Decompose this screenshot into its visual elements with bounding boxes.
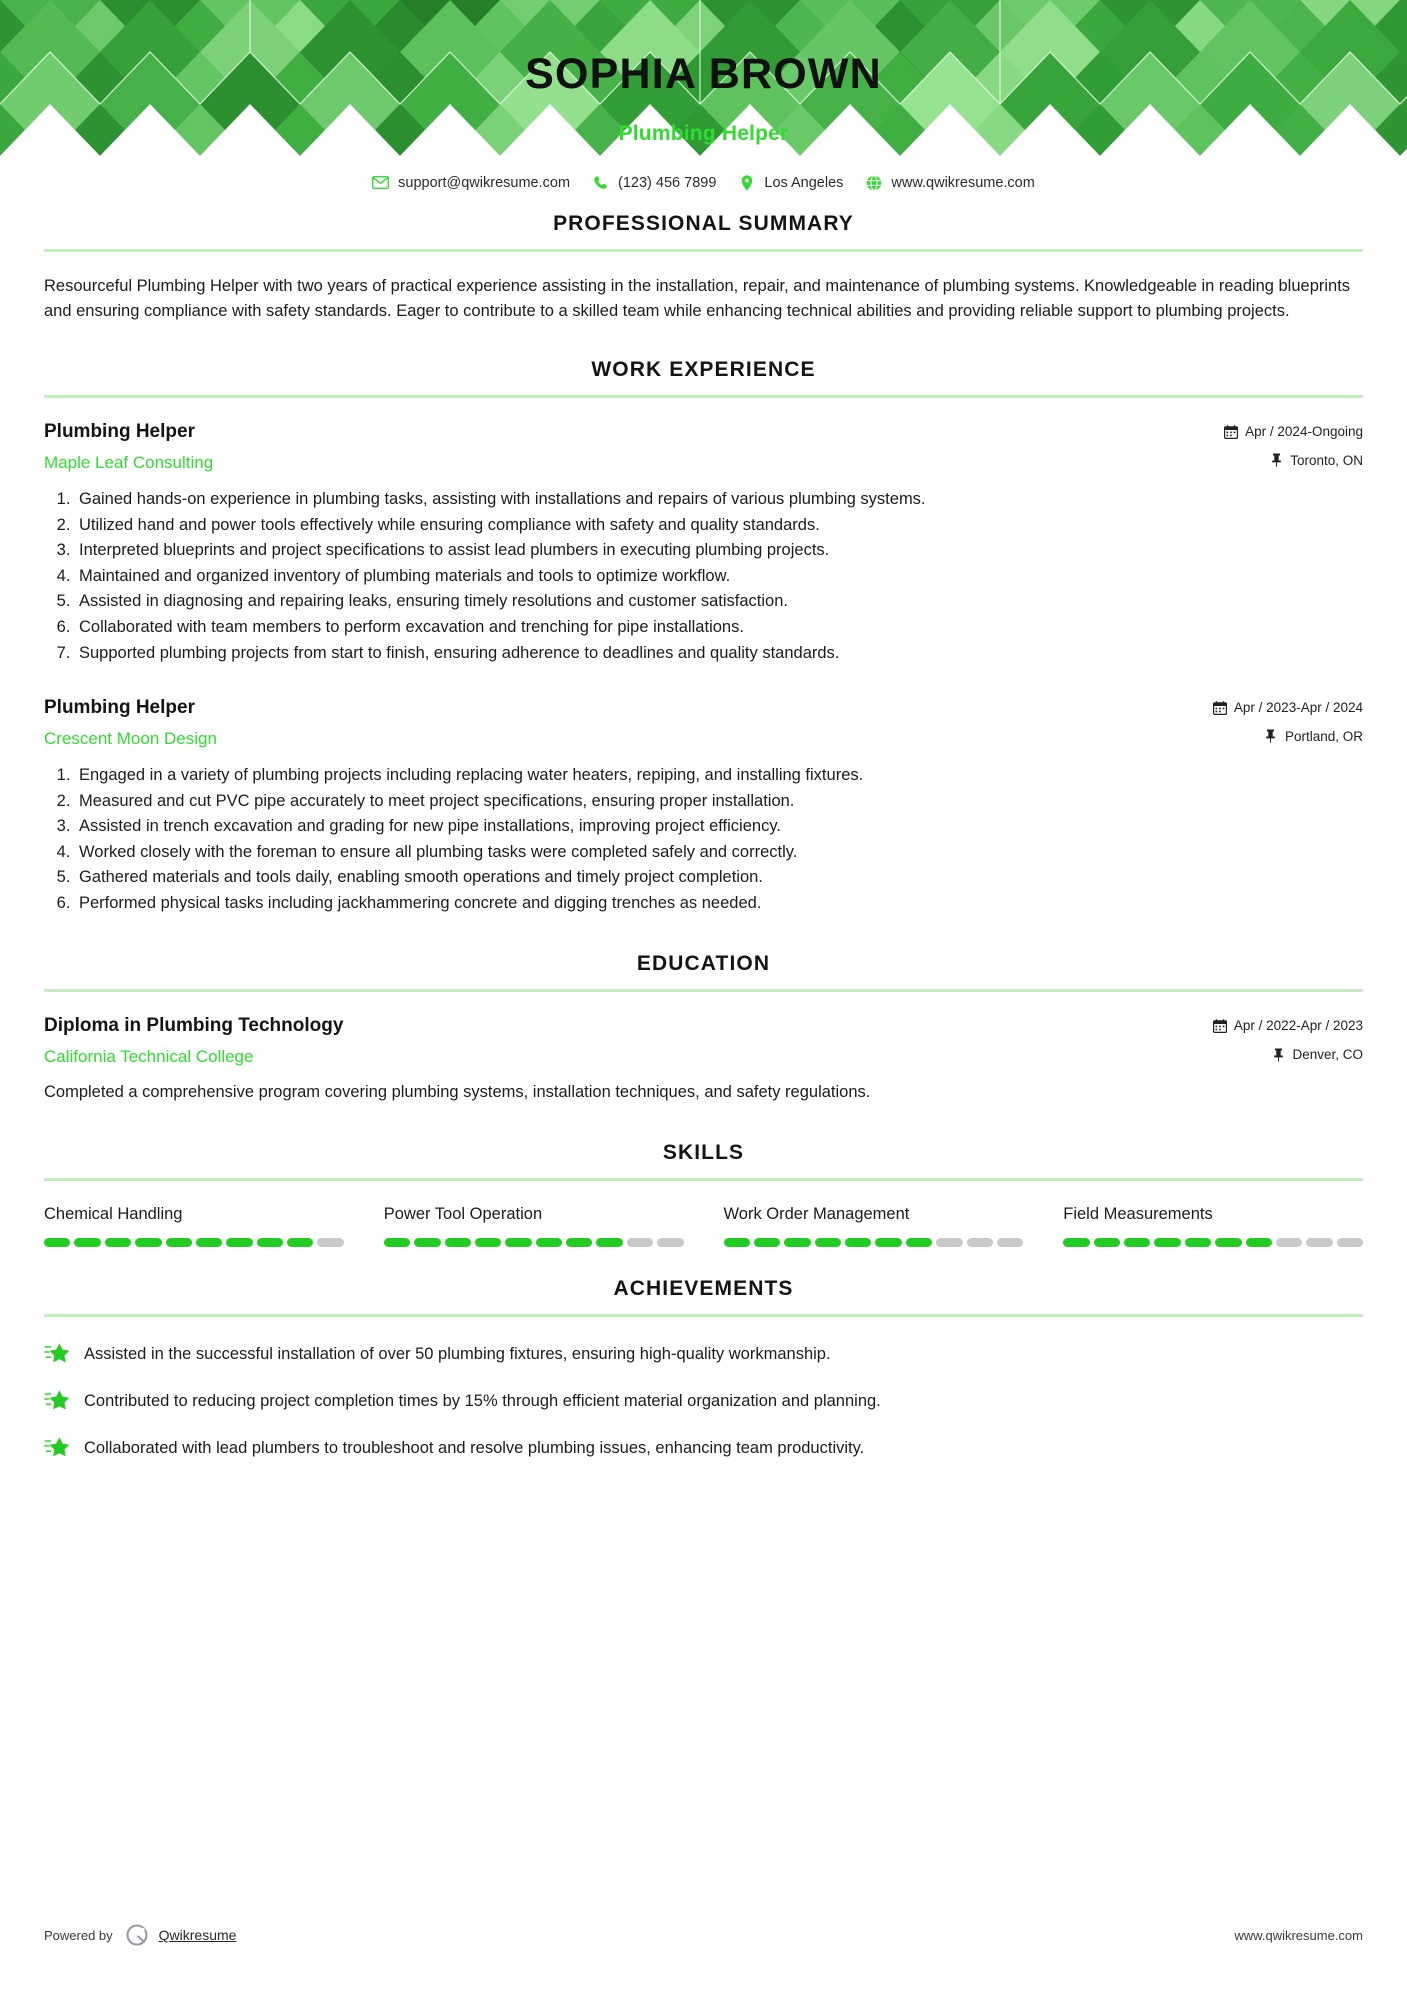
list-item: 4. Maintained and organized inventory of plumbing materials and tools to optimize workflow. — [75, 564, 1363, 590]
skill-segment — [754, 1238, 780, 1247]
work-date-text: Apr / 2024-Ongoing — [1245, 424, 1363, 440]
list-item: 6. Collaborated with team members to perform excavation and trenching for pipe installations. — [75, 615, 1363, 641]
footer-brand-link[interactable]: Qwikresume — [158, 1927, 237, 1943]
skill-segment — [784, 1238, 810, 1247]
contact-email[interactable] — [372, 174, 570, 191]
education-date — [1213, 1017, 1363, 1035]
skill-segment — [475, 1238, 501, 1247]
skill-level-bar — [384, 1238, 684, 1247]
section-divider — [44, 1314, 1363, 1317]
resume-footer — [0, 1922, 1407, 1948]
skill-label: Chemical Handling — [44, 1205, 183, 1224]
work-bullet-list — [44, 763, 1363, 916]
list-item: 3. Interpreted blueprints and project specifications to assist lead plumbers in executing plumbing projects. — [75, 538, 1363, 564]
work-role: Plumbing Helper — [44, 697, 195, 719]
skill-segment — [1185, 1238, 1211, 1247]
section-divider — [44, 1178, 1363, 1181]
contact-phone-text: (123) 456 7899 — [618, 174, 717, 191]
skill-item — [44, 1205, 344, 1247]
skill-segment — [1306, 1238, 1332, 1247]
skill-label: Work Order Management — [723, 1205, 910, 1224]
list-item: 6. Performed physical tasks including jackhammering concrete and digging trenches as needed. — [75, 891, 1363, 917]
skill-segment — [815, 1238, 841, 1247]
education-degree: Diploma in Plumbing Technology — [44, 1015, 344, 1037]
education-location-text: Denver, CO — [1292, 1047, 1363, 1063]
calendar-icon — [1213, 701, 1227, 715]
education-location — [1213, 1046, 1363, 1064]
calendar-icon — [1213, 1019, 1227, 1033]
work-location — [1213, 728, 1363, 746]
work-date-text: Apr / 2023-Apr / 2024 — [1233, 700, 1363, 716]
work-bullet-list — [44, 487, 1363, 666]
skill-level-bar — [44, 1238, 344, 1247]
skill-level-bar — [724, 1238, 1024, 1247]
achievement-item — [44, 1341, 1363, 1367]
contact-location[interactable] — [738, 174, 843, 191]
skill-segment — [384, 1238, 410, 1247]
skill-level-bar — [1063, 1238, 1363, 1247]
achievement-text: Contributed to reducing project completion times by 15% through efficient material organization and planning. — [84, 1392, 881, 1411]
section-title-education: EDUCATION — [636, 952, 771, 976]
work-role: Plumbing Helper — [44, 421, 195, 443]
skill-segment — [1215, 1238, 1241, 1247]
skill-segment — [505, 1238, 531, 1247]
skill-segment — [196, 1238, 222, 1247]
skill-segment — [1063, 1238, 1089, 1247]
email-icon — [372, 174, 389, 191]
education-entry-header — [44, 1014, 1363, 1067]
education-entry — [44, 1014, 1363, 1105]
globe-icon — [865, 174, 882, 191]
calendar-icon — [1224, 425, 1238, 439]
skill-segment — [135, 1238, 161, 1247]
resume-body — [0, 212, 1407, 1461]
skills-grid — [44, 1205, 1363, 1247]
skill-segment — [875, 1238, 901, 1247]
skill-label: Field Measurements — [1063, 1205, 1213, 1224]
qwikresume-logo-icon — [124, 1922, 150, 1948]
skill-segment — [105, 1238, 131, 1247]
skill-segment — [226, 1238, 252, 1247]
work-organization: Crescent Moon Design — [44, 728, 217, 748]
skill-segment — [445, 1238, 471, 1247]
skill-segment — [1094, 1238, 1120, 1247]
section-professional-summary — [44, 212, 1363, 324]
shooting-star-icon — [44, 1342, 70, 1366]
work-entry — [44, 420, 1363, 666]
contact-location-text: Los Angeles — [764, 174, 844, 191]
skill-segment — [44, 1238, 70, 1247]
skill-segment — [1154, 1238, 1180, 1247]
skill-segment — [566, 1238, 592, 1247]
skill-segment — [414, 1238, 440, 1247]
skill-item — [1063, 1205, 1363, 1247]
skill-segment — [997, 1238, 1023, 1247]
skill-segment — [317, 1238, 343, 1247]
list-item: 5. Assisted in diagnosing and repairing leaks, ensuring timely resolutions and customer satisfaction. — [75, 589, 1363, 615]
section-title-summary: PROFESSIONAL SUMMARY — [553, 212, 854, 235]
work-location — [1224, 452, 1363, 470]
section-skills — [44, 1141, 1363, 1247]
section-work-experience — [44, 358, 1363, 916]
list-item: 4. Worked closely with the foreman to ensure all plumbing tasks were completed safely and correctly. — [75, 840, 1363, 866]
skill-segment — [1337, 1238, 1363, 1247]
work-location-text: Toronto, ON — [1290, 452, 1363, 468]
skill-segment — [1246, 1238, 1272, 1247]
achievement-text: Collaborated with lead plumbers to troubleshoot and resolve plumbing issues, enhancing team productivity. — [84, 1439, 865, 1458]
education-description: Completed a comprehensive program covering plumbing systems, installation techniques, and safety regulations. — [44, 1083, 871, 1102]
work-entry-header — [44, 420, 1363, 473]
skill-segment — [627, 1238, 653, 1247]
list-item: 2. Measured and cut PVC pipe accurately to meet project specifications, ensuring proper installation. — [75, 789, 1363, 815]
section-divider — [44, 989, 1363, 992]
list-item: 1. Engaged in a variety of plumbing projects including replacing water heaters, repiping, and installing fixtures. — [75, 763, 1363, 789]
footer-powered-by — [44, 1922, 236, 1948]
skill-segment — [906, 1238, 932, 1247]
work-organization: Maple Leaf Consulting — [44, 452, 214, 472]
work-entry-header — [44, 696, 1363, 749]
skill-segment — [74, 1238, 100, 1247]
skill-segment — [257, 1238, 283, 1247]
section-education — [44, 952, 1363, 1105]
footer-powered-by-text: Powered by — [44, 1927, 113, 1943]
section-title-achievements: ACHIEVEMENTS — [613, 1277, 794, 1301]
list-item: 5. Gathered materials and tools daily, enabling smooth operations and timely project completion. — [75, 865, 1363, 891]
contact-website[interactable] — [865, 174, 1034, 191]
shooting-star-icon — [44, 1436, 70, 1460]
education-date-text: Apr / 2022-Apr / 2023 — [1233, 1018, 1363, 1034]
candidate-job-title: Plumbing Helper — [618, 122, 789, 145]
section-title-skills: SKILLS — [662, 1141, 745, 1165]
skill-segment — [596, 1238, 622, 1247]
footer-website[interactable]: www.qwikresume.com — [1234, 1927, 1363, 1943]
contact-phone[interactable] — [592, 174, 716, 191]
achievements-list — [44, 1341, 1363, 1461]
skill-label: Power Tool Operation — [383, 1205, 543, 1224]
list-item: 1. Gained hands-on experience in plumbing tasks, assisting with installations and repairs of various plumbing systems. — [75, 487, 1363, 513]
pushpin-icon — [1269, 453, 1283, 467]
education-school: California Technical College — [44, 1047, 254, 1067]
list-item: 7. Supported plumbing projects from start to finish, ensuring adherence to deadlines and quality standards. — [75, 641, 1363, 667]
resume-header — [0, 0, 1407, 212]
skill-segment — [166, 1238, 192, 1247]
pushpin-icon — [1264, 729, 1278, 743]
section-title-work-experience: WORK EXPERIENCE — [591, 358, 816, 382]
skill-segment — [657, 1238, 683, 1247]
skill-segment — [936, 1238, 962, 1247]
section-achievements — [44, 1277, 1363, 1461]
summary-paragraph: Resourceful Plumbing Helper with two years of practical experience assisting in the installation, repair, and maintenance of plumbing systems. Knowledgeable in reading blueprints and ensuring compliance with safety standards. Eager to contribute to a skilled team while enhancing technical abilities and providing reliable support to plumbing projects. — [44, 277, 1351, 321]
section-divider — [44, 249, 1363, 252]
candidate-name: SOPHIA BROWN — [525, 50, 882, 98]
header-geometric-pattern — [0, 0, 1407, 178]
list-item: 2. Utilized hand and power tools effectively while ensuring compliance with safety and quality standards. — [75, 513, 1363, 539]
phone-icon — [592, 174, 609, 191]
contact-website-text: www.qwikresume.com — [891, 174, 1035, 191]
skill-segment — [845, 1238, 871, 1247]
skill-segment — [1124, 1238, 1150, 1247]
work-date — [1213, 699, 1363, 717]
skill-item — [724, 1205, 1024, 1247]
achievement-item — [44, 1435, 1363, 1461]
achievement-item — [44, 1388, 1363, 1414]
work-entry — [44, 696, 1363, 916]
skill-segment — [724, 1238, 750, 1247]
skill-segment — [1276, 1238, 1302, 1247]
contact-email-text: support@qwikresume.com — [398, 174, 571, 191]
location-icon — [738, 174, 755, 191]
achievement-text: Assisted in the successful installation of over 50 plumbing fixtures, ensuring high-quality workmanship. — [84, 1345, 831, 1364]
skill-segment — [536, 1238, 562, 1247]
skill-segment — [967, 1238, 993, 1247]
work-date — [1224, 423, 1363, 441]
skill-segment — [287, 1238, 313, 1247]
list-item: 3. Assisted in trench excavation and grading for new pipe installations, improving project efficiency. — [75, 814, 1363, 840]
pushpin-icon — [1271, 1048, 1285, 1062]
shooting-star-icon — [44, 1389, 70, 1413]
work-location-text: Portland, OR — [1284, 728, 1363, 744]
contact-row — [0, 174, 1407, 191]
skill-item — [384, 1205, 684, 1247]
section-divider — [44, 395, 1363, 398]
